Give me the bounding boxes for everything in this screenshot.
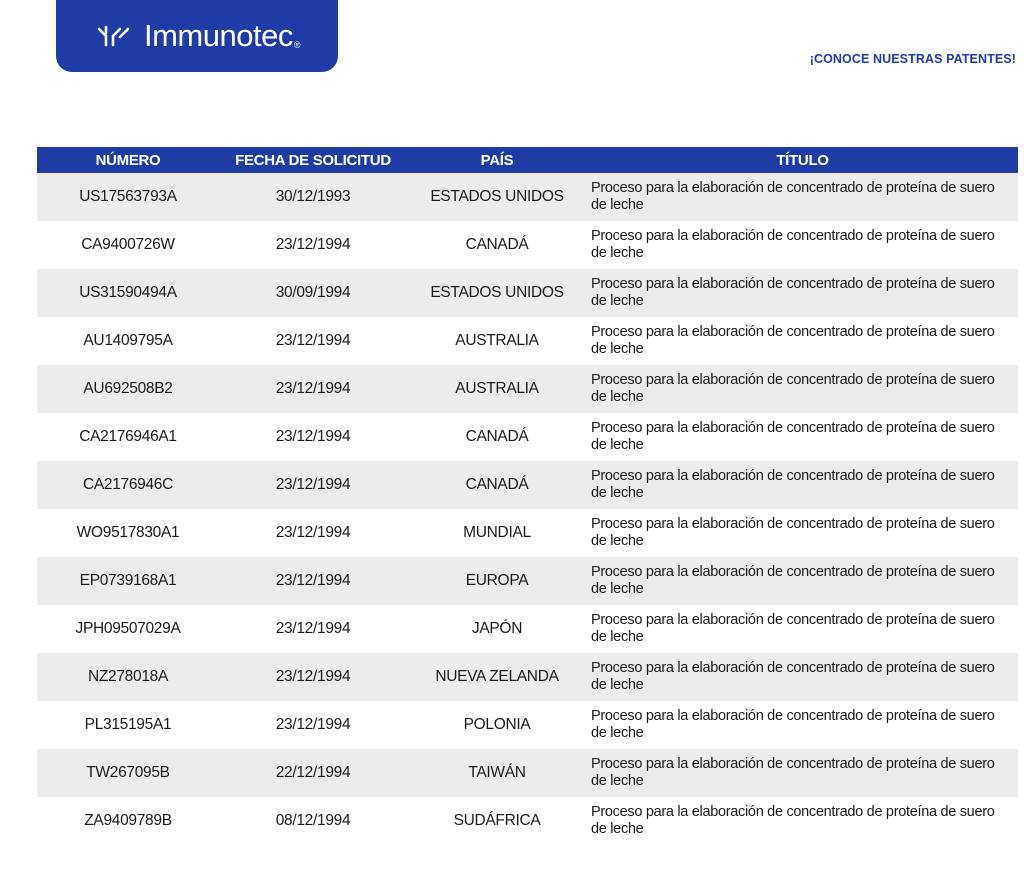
cell-fecha: 23/12/1994 bbox=[219, 653, 407, 701]
column-header-numero: NÚMERO bbox=[37, 147, 219, 173]
cell-titulo: Proceso para la elaboración de concentrado de proteína de suero de leche bbox=[587, 365, 1018, 413]
cell-fecha: 23/12/1994 bbox=[219, 509, 407, 557]
cell-pais: ESTADOS UNIDOS bbox=[407, 173, 587, 221]
table-row bbox=[37, 317, 1018, 365]
table-row bbox=[37, 557, 1018, 605]
cell-numero: US31590494A bbox=[37, 269, 219, 317]
table-row bbox=[37, 653, 1018, 701]
cell-numero: AU1409795A bbox=[37, 317, 219, 365]
cell-fecha: 22/12/1994 bbox=[219, 749, 407, 797]
cell-titulo: Proceso para la elaboración de concentrado de proteína de suero de leche bbox=[587, 269, 1018, 317]
brand-name: Immunotec® bbox=[144, 18, 300, 53]
cell-titulo: Proceso para la elaboración de concentrado de proteína de suero de leche bbox=[587, 557, 1018, 605]
cell-fecha: 23/12/1994 bbox=[219, 365, 407, 413]
table-row bbox=[37, 797, 1018, 845]
cell-titulo: Proceso para la elaboración de concentrado de proteína de suero de leche bbox=[587, 653, 1018, 701]
cell-numero: ZA9409789B bbox=[37, 797, 219, 845]
cell-numero: JPH09507029A bbox=[37, 605, 219, 653]
cell-numero: PL315195A1 bbox=[37, 701, 219, 749]
cell-numero: US17563793A bbox=[37, 173, 219, 221]
cell-fecha: 23/12/1994 bbox=[219, 605, 407, 653]
cell-numero: NZ278018A bbox=[37, 653, 219, 701]
cell-pais: AUSTRALIA bbox=[407, 317, 587, 365]
cell-fecha: 23/12/1994 bbox=[219, 317, 407, 365]
cell-pais: TAIWÁN bbox=[407, 749, 587, 797]
cell-pais: MUNDIAL bbox=[407, 509, 587, 557]
cell-titulo: Proceso para la elaboración de concentrado de proteína de suero de leche bbox=[587, 413, 1018, 461]
cell-numero: CA2176946A1 bbox=[37, 413, 219, 461]
cell-titulo: Proceso para la elaboración de concentrado de proteína de suero de leche bbox=[587, 605, 1018, 653]
cell-fecha: 30/12/1993 bbox=[219, 173, 407, 221]
table-row bbox=[37, 365, 1018, 413]
cell-pais: NUEVA ZELANDA bbox=[407, 653, 587, 701]
cell-fecha: 23/12/1994 bbox=[219, 461, 407, 509]
cell-pais: JAPÓN bbox=[407, 605, 587, 653]
cell-pais: SUDÁFRICA bbox=[407, 797, 587, 845]
cell-pais: POLONIA bbox=[407, 701, 587, 749]
cell-fecha: 23/12/1994 bbox=[219, 221, 407, 269]
table-body bbox=[37, 173, 1018, 845]
cell-fecha: 08/12/1994 bbox=[219, 797, 407, 845]
cell-titulo: Proceso para la elaboración de concentrado de proteína de suero de leche bbox=[587, 317, 1018, 365]
cell-titulo: Proceso para la elaboración de concentrado de proteína de suero de leche bbox=[587, 509, 1018, 557]
table-row bbox=[37, 269, 1018, 317]
column-header-titulo: TÍTULO bbox=[587, 147, 1018, 173]
cell-pais: CANADÁ bbox=[407, 461, 587, 509]
cell-fecha: 23/12/1994 bbox=[219, 557, 407, 605]
cell-pais: ESTADOS UNIDOS bbox=[407, 269, 587, 317]
column-header-fecha: FECHA DE SOLICITUD bbox=[219, 147, 407, 173]
brand-logo[interactable] bbox=[56, 0, 338, 72]
table-row bbox=[37, 749, 1018, 797]
table-row bbox=[37, 461, 1018, 509]
cell-titulo: Proceso para la elaboración de concentrado de proteína de suero de leche bbox=[587, 701, 1018, 749]
cell-numero: CA2176946C bbox=[37, 461, 219, 509]
registered-mark: ® bbox=[293, 40, 300, 50]
cell-fecha: 30/09/1994 bbox=[219, 269, 407, 317]
cell-titulo: Proceso para la elaboración de concentrado de proteína de suero de leche bbox=[587, 221, 1018, 269]
cell-numero: AU692508B2 bbox=[37, 365, 219, 413]
cell-numero: CA9400726W bbox=[37, 221, 219, 269]
column-header-pais: PAÍS bbox=[407, 147, 587, 173]
cell-numero: EP0739168A1 bbox=[37, 557, 219, 605]
cell-pais: EUROPA bbox=[407, 557, 587, 605]
cell-numero: TW267095B bbox=[37, 749, 219, 797]
cell-titulo: Proceso para la elaboración de concentrado de proteína de suero de leche bbox=[587, 173, 1018, 221]
page-headline: ¡CONOCE NUESTRAS PATENTES! bbox=[809, 52, 1016, 66]
table-header-row bbox=[37, 147, 1018, 173]
immunotec-logo-icon bbox=[96, 23, 134, 49]
patents-table bbox=[37, 147, 1018, 845]
table-row bbox=[37, 221, 1018, 269]
table-row bbox=[37, 173, 1018, 221]
cell-pais: CANADÁ bbox=[407, 221, 587, 269]
table-row bbox=[37, 413, 1018, 461]
table-row bbox=[37, 605, 1018, 653]
cell-fecha: 23/12/1994 bbox=[219, 413, 407, 461]
cell-pais: CANADÁ bbox=[407, 413, 587, 461]
cell-titulo: Proceso para la elaboración de concentrado de proteína de suero de leche bbox=[587, 461, 1018, 509]
cell-fecha: 23/12/1994 bbox=[219, 701, 407, 749]
cell-numero: WO9517830A1 bbox=[37, 509, 219, 557]
cell-titulo: Proceso para la elaboración de concentrado de proteína de suero de leche bbox=[587, 749, 1018, 797]
table-row bbox=[37, 509, 1018, 557]
table-row bbox=[37, 701, 1018, 749]
cell-titulo: Proceso para la elaboración de concentrado de proteína de suero de leche bbox=[587, 797, 1018, 845]
cell-pais: AUSTRALIA bbox=[407, 365, 587, 413]
